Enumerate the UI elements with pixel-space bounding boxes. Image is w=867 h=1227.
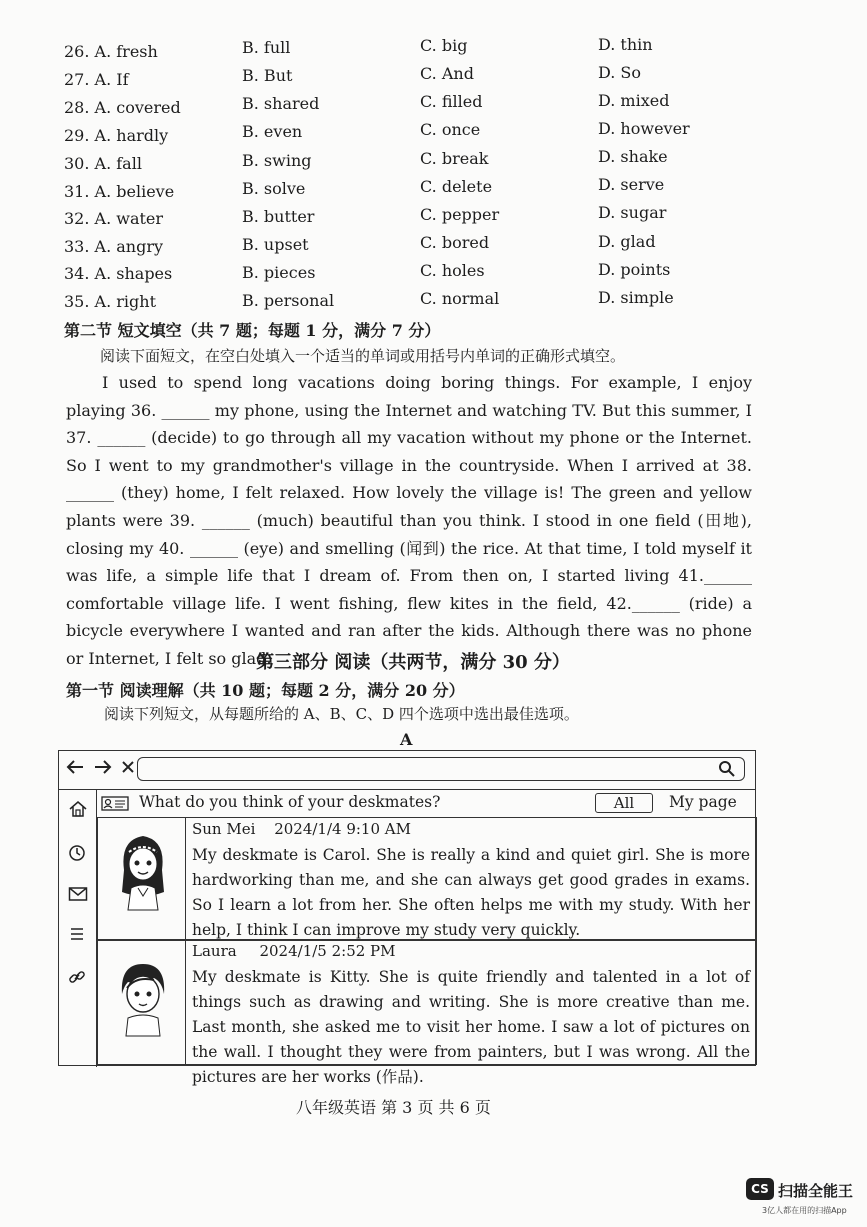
back-arrow-icon[interactable] <box>65 759 93 780</box>
option-30-a: 30. A. fall <box>64 154 142 173</box>
option-29-c: C. once <box>420 120 481 139</box>
all-filter-button[interactable]: All <box>595 793 653 813</box>
option-27-b: B. But <box>242 66 293 85</box>
cloze-passage <box>66 369 752 673</box>
post-meta <box>192 820 411 838</box>
post-text: My deskmate is Kitty. She is quite friendly and talented in a lot of things such as drawing and writing. She is more creative than me. Last month, she asked me to visit her home. I saw a lot of pictures on the wall. I thought they were from painters, but I was wrong. All the pictures are her works (作品). <box>192 968 750 1086</box>
option-31-d: D. serve <box>598 175 665 194</box>
home-icon[interactable] <box>68 800 88 822</box>
post-meta <box>192 942 396 960</box>
avatar-cell <box>98 940 186 1064</box>
post-time: 2024/1/5 2:52 PM <box>259 942 396 960</box>
option-35-d: D. simple <box>598 288 674 307</box>
option-31-a: 31. A. believe <box>64 182 175 201</box>
passage-label: A <box>400 730 413 749</box>
post-author: Sun Mei <box>192 820 256 838</box>
option-33-a: 33. A. angry <box>64 237 164 256</box>
option-33-d: D. glad <box>598 232 656 251</box>
option-26-d: D. thin <box>598 35 653 54</box>
avatar <box>116 830 170 916</box>
option-35-a: 35. A. right <box>64 292 156 311</box>
option-34-c: C. holes <box>420 261 485 280</box>
option-26-c: C. big <box>420 36 468 55</box>
option-26-b: B. full <box>242 38 291 57</box>
topic-title: What do you think of your deskmates? <box>139 793 441 811</box>
option-33-b: B. upset <box>242 235 309 254</box>
nav-buttons <box>65 759 136 780</box>
option-29-a: 29. A. hardly <box>64 126 169 145</box>
page-footer: 八年级英语 第 3 页 共 6 页 <box>296 1098 491 1117</box>
option-27-d: D. So <box>598 63 642 82</box>
close-icon[interactable] <box>120 759 136 780</box>
post-author: Laura <box>192 942 237 960</box>
option-28-c: C. filled <box>420 92 483 111</box>
option-28-a: 28. A. covered <box>64 98 181 117</box>
option-34-a: 34. A. shapes <box>64 264 173 283</box>
option-28-d: D. mixed <box>598 91 670 110</box>
option-26-a: 26. A. fresh <box>64 42 158 61</box>
clock-icon[interactable] <box>68 844 86 866</box>
option-31-c: C. delete <box>420 177 493 196</box>
option-29-b: B. even <box>242 122 303 141</box>
user-card-icon <box>101 794 129 816</box>
my-page-link[interactable]: My page <box>669 793 737 811</box>
post-time: 2024/1/4 9:10 AM <box>274 820 411 838</box>
browser-window <box>58 750 756 1086</box>
scanner-tagline: 3亿人都在用的扫描App <box>762 1206 847 1215</box>
link-icon[interactable] <box>68 968 86 990</box>
address-bar[interactable] <box>137 757 745 781</box>
option-33-c: C. bored <box>420 233 490 252</box>
option-35-c: C. normal <box>420 289 500 308</box>
forward-arrow-icon[interactable] <box>93 759 121 780</box>
scanner-name: 扫描全能王 <box>778 1182 854 1200</box>
cloze-passage-text: I used to spend long vacations doing boring things. For example, I enjoy playing 36. ______ my phone, using the Internet and watching TV. But this summer, I 37. ______ (decide) to go through all my vacation without my phone or the Internet. So I went to my grandmother's village in the countryside. When I arrived at 38. ______ (they) home, I felt relaxed. How lovely the village is! The green and yellow plants were 39. ______ (much) beautiful than you think. I stood in one field (田地), closing my 40. ______ (eye) and smelling (闻到) the rice. At that time, I told myself it was life, a simple life that I dream of. From then on, I started living 41.______ comfortable village life. I went fishing, flew kites in the field, 42.______ (ride) a bicycle everywhere I wanted and ran after the kids. Although there was no phone or Internet, I felt so glad. <box>66 373 752 668</box>
option-27-a: 27. A. If <box>64 70 129 89</box>
avatar-cell <box>98 818 186 940</box>
option-30-b: B. swing <box>242 151 312 170</box>
part-3-title: 第三部分 阅读（共两节，满分 30 分） <box>256 652 570 673</box>
part-3-section-1-title: 第一节 阅读理解（共 10 题；每题 2 分，满分 20 分） <box>66 681 465 700</box>
scanner-logo: CS <box>746 1178 774 1200</box>
option-28-b: B. shared <box>242 94 320 113</box>
option-35-b: B. personal <box>242 291 335 310</box>
option-30-d: D. shake <box>598 147 668 166</box>
option-32-d: D. sugar <box>598 203 667 222</box>
option-32-b: B. butter <box>242 207 315 226</box>
option-27-c: C. And <box>420 64 474 83</box>
mail-icon[interactable] <box>68 886 88 906</box>
list-icon[interactable] <box>68 926 86 946</box>
option-29-d: D. however <box>598 119 690 138</box>
post-laura <box>97 939 757 1086</box>
option-34-b: B. pieces <box>242 263 316 282</box>
post-text: My deskmate is Carol. She is really a kind and quiet girl. She is more hardworking than me, and she can always get good grades in exams. So I learn a lot from her. She often helps me with my study. With her help, I think I can improve my study very quickly. <box>192 846 750 939</box>
option-30-c: C. break <box>420 149 489 168</box>
section-2-instruction: 阅读下面短文，在空白处填入一个适当的单词或用括号内单词的正确形式填空。 <box>100 347 626 365</box>
post-sun-mei <box>97 817 757 941</box>
section-2-title: 第二节 短文填空（共 7 题；每题 1 分，满分 7 分） <box>64 321 441 340</box>
option-34-d: D. points <box>598 260 671 279</box>
avatar <box>114 958 172 1042</box>
part-3-instruction: 阅读下列短文，从每题所给的 A、B、C、D 四个选项中选出最佳选项。 <box>104 705 579 723</box>
topic-bar <box>97 789 755 817</box>
browser-sidebar <box>59 789 97 1067</box>
option-32-a: 32. A. water <box>64 209 164 228</box>
search-icon[interactable] <box>718 760 736 782</box>
option-31-b: B. solve <box>242 179 306 198</box>
option-32-c: C. pepper <box>420 205 500 224</box>
